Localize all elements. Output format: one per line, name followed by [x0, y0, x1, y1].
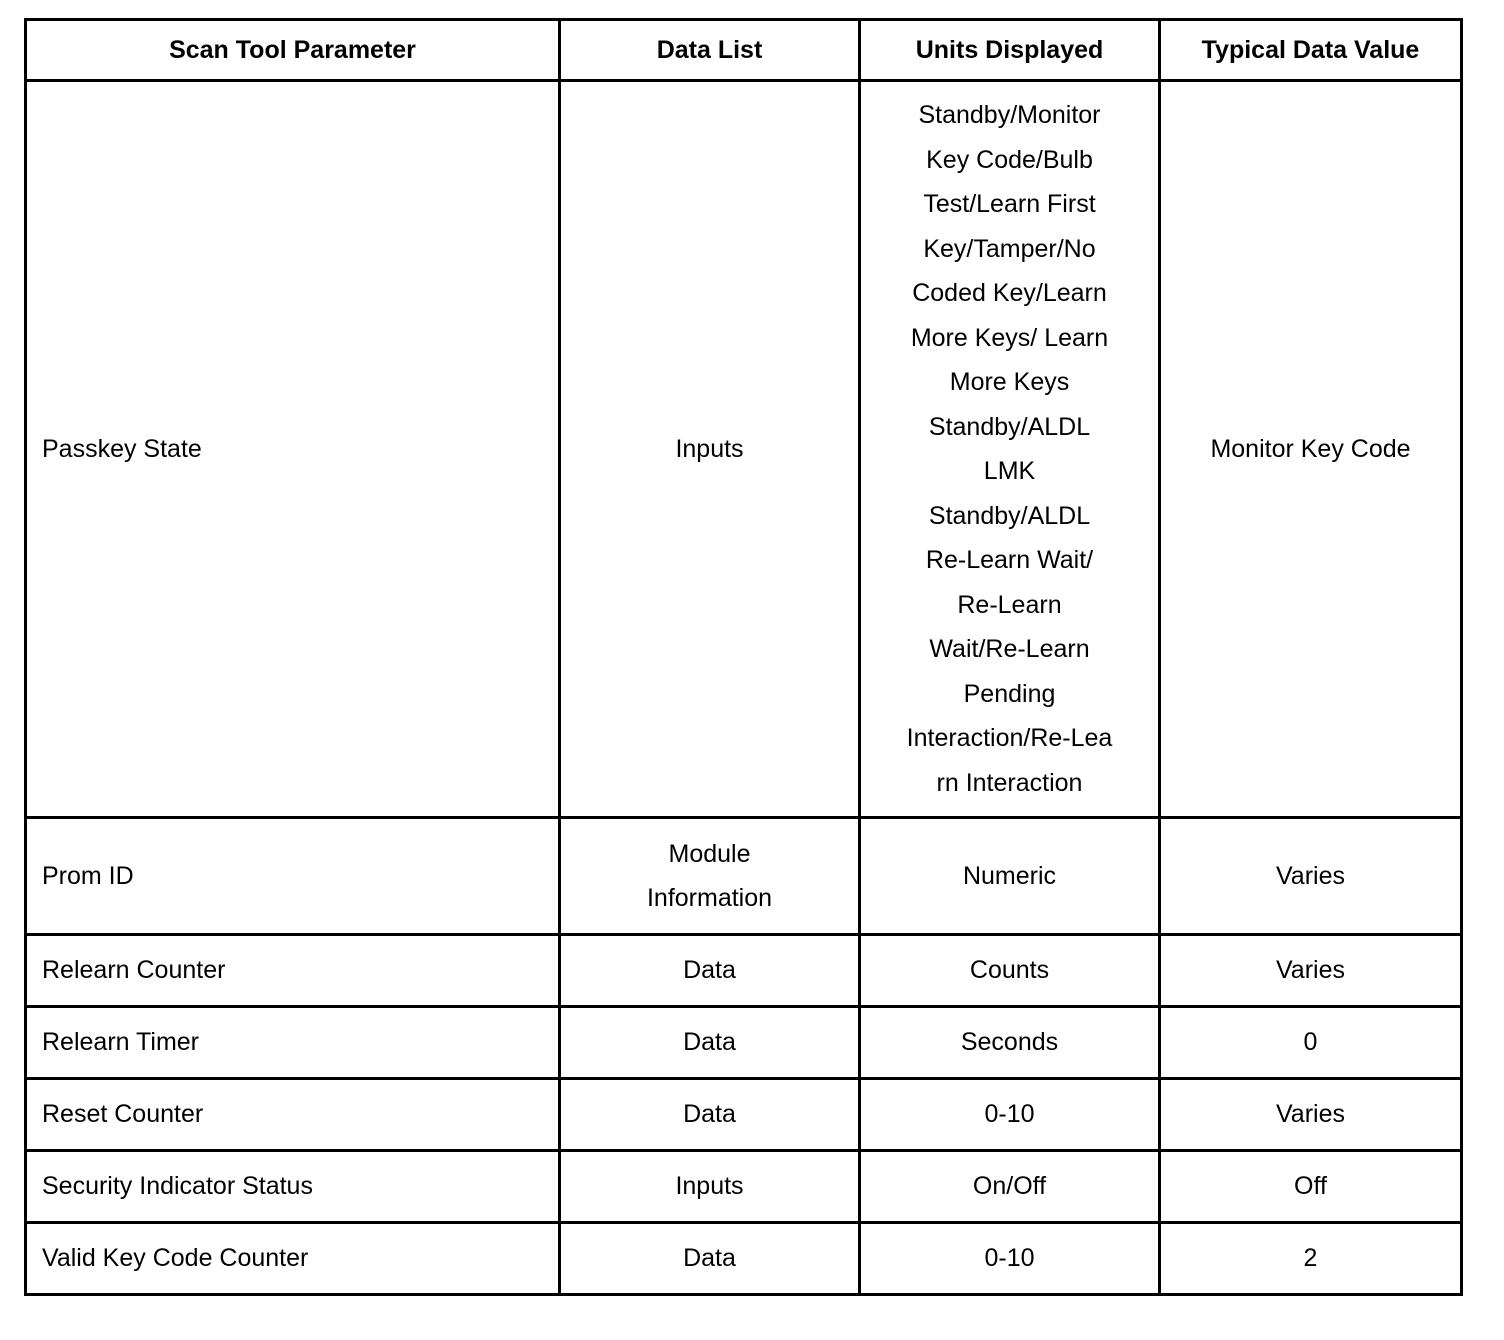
units-line: Wait/Re-Learn — [929, 635, 1090, 663]
units-line: Standby/ALDL — [928, 412, 1091, 441]
cell-parameter: Relearn Counter — [26, 935, 560, 1007]
units-line: Pending — [963, 679, 1056, 708]
units-line: Re-Learn — [957, 590, 1062, 619]
units-line: Standby/Monitor — [918, 101, 1101, 129]
table-header-row — [26, 20, 1462, 81]
cell-data-list: Data — [560, 1223, 860, 1295]
units-line: Standby/ALDL — [928, 501, 1091, 530]
units-line: Key/Tamper/No — [923, 234, 1096, 263]
units-line-list — [861, 93, 1158, 805]
header-data-list: Data List — [560, 20, 860, 81]
table-row — [26, 1223, 1462, 1295]
cell-data-list: Data — [560, 1079, 860, 1151]
cell-data-list: Data — [560, 1007, 860, 1079]
cell-parameter: Security Indicator Status — [26, 1151, 560, 1223]
header-scan-tool-parameter: Scan Tool Parameter — [26, 20, 560, 81]
cell-parameter: Valid Key Code Counter — [26, 1223, 560, 1295]
table-row — [26, 1151, 1462, 1223]
units-line: rn Interaction — [936, 768, 1083, 797]
cell-data-list: Inputs — [560, 1151, 860, 1223]
table-row — [26, 935, 1462, 1007]
units-line: Re-Learn Wait/ — [925, 546, 1094, 574]
units-line: Interaction/Re-Lea — [906, 724, 1113, 752]
cell-data-list: Inputs — [560, 81, 860, 818]
units-line: More Keys/ Learn — [910, 323, 1109, 352]
cell-units: Numeric — [860, 818, 1160, 935]
cell-units: Counts — [860, 935, 1160, 1007]
cell-typical-value: 2 — [1160, 1223, 1462, 1295]
header-typical-data-value: Typical Data Value — [1160, 20, 1462, 81]
cell-units: On/Off — [860, 1151, 1160, 1223]
table-row — [26, 81, 1462, 818]
cell-typical-value: Varies — [1160, 818, 1462, 935]
table-row — [26, 1079, 1462, 1151]
cell-typical-value: 0 — [1160, 1007, 1462, 1079]
cell-units: 0-10 — [860, 1079, 1160, 1151]
cell-typical-value: Varies — [1160, 1079, 1462, 1151]
cell-units — [860, 81, 1160, 818]
cell-data-list — [560, 818, 860, 935]
table-row — [26, 818, 1462, 935]
cell-typical-value: Varies — [1160, 935, 1462, 1007]
cell-parameter: Passkey State — [26, 81, 560, 818]
table-row — [26, 1007, 1462, 1079]
cell-parameter: Relearn Timer — [26, 1007, 560, 1079]
cell-parameter: Reset Counter — [26, 1079, 560, 1151]
units-line: Test/Learn First — [923, 190, 1096, 218]
data-list-line: Module — [668, 839, 751, 868]
cell-typical-value: Off — [1160, 1151, 1462, 1223]
cell-units: 0-10 — [860, 1223, 1160, 1295]
units-line: More Keys — [949, 368, 1070, 396]
header-units-displayed: Units Displayed — [860, 20, 1160, 81]
scan-tool-data-table — [24, 18, 1463, 1296]
cell-parameter: Prom ID — [26, 818, 560, 935]
cell-typical-value: Monitor Key Code — [1160, 81, 1462, 818]
units-line: Key Code/Bulb — [926, 145, 1093, 174]
units-line: LMK — [983, 457, 1036, 485]
cell-data-list: Data — [560, 935, 860, 1007]
units-line: Coded Key/Learn — [912, 279, 1107, 307]
cell-units: Seconds — [860, 1007, 1160, 1079]
data-list-line: Information — [646, 884, 773, 912]
